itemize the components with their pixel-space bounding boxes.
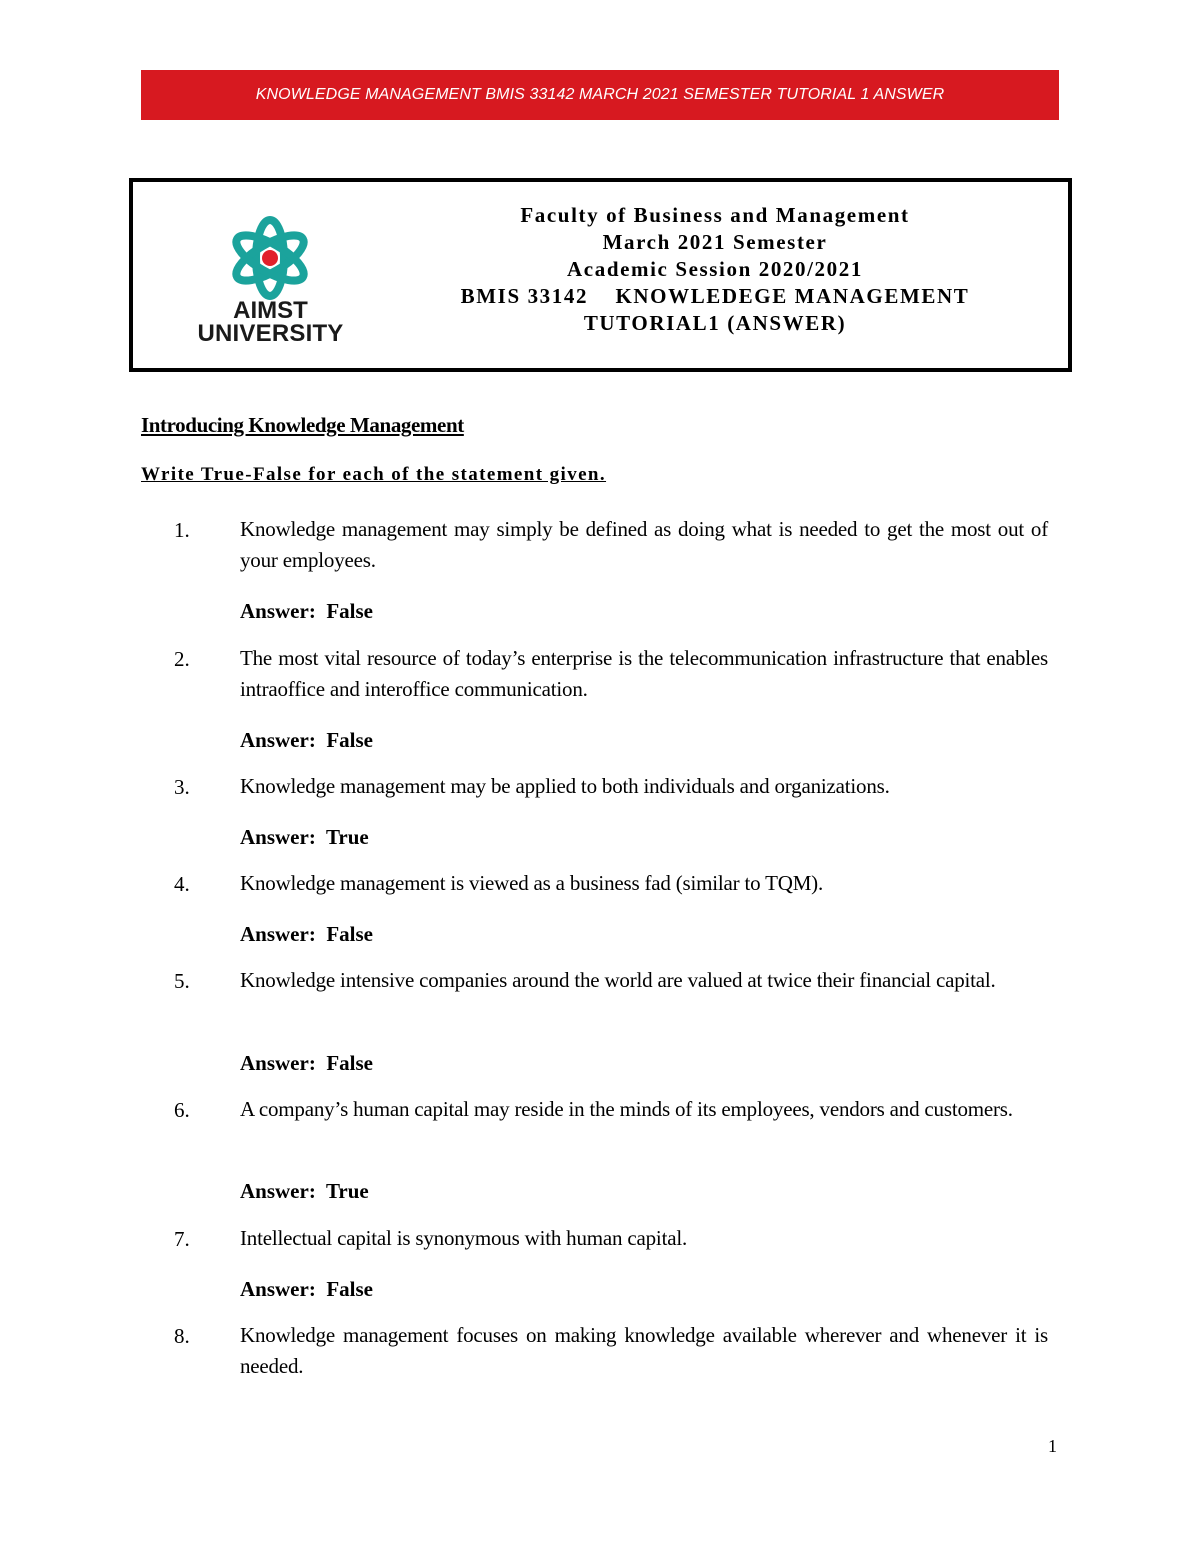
answer-text: Answer: False bbox=[240, 1051, 373, 1075]
question-text: Knowledge management focuses on making knowledge available wherever and whenever it is needed. bbox=[240, 1323, 1048, 1378]
answer-text: Answer: False bbox=[240, 922, 373, 946]
question-number: 5. bbox=[174, 969, 190, 993]
question-text: Knowledge management may be applied to both individuals and organizations. bbox=[240, 774, 890, 798]
answer-text: Answer: False bbox=[240, 599, 373, 623]
title-line-semester: March 2021 Semester bbox=[602, 230, 828, 254]
question-number: 1. bbox=[174, 518, 190, 542]
running-header-bar bbox=[141, 70, 1059, 120]
question-text: Knowledge management may simply be defined as doing what is needed to get the most out of your employees. bbox=[240, 517, 1048, 572]
answer-text: Answer: True bbox=[240, 1179, 369, 1203]
question-text: A company’s human capital may reside in the minds of its employees, vendors and customers. bbox=[240, 1097, 1013, 1121]
instruction-text: Write True-False for each of the statement given. bbox=[141, 464, 607, 485]
title-line-faculty: Faculty of Business and Management bbox=[520, 203, 910, 227]
question-number: 6. bbox=[174, 1098, 190, 1122]
page-number: 1 bbox=[1048, 1436, 1057, 1456]
section-heading: Introducing Knowledge Management bbox=[141, 413, 464, 437]
title-box bbox=[129, 178, 1072, 372]
title-block bbox=[395, 202, 1035, 337]
title-line-tutorial: TUTORIAL1 (ANSWER) bbox=[583, 311, 847, 335]
answer-text: Answer: False bbox=[240, 728, 373, 752]
atom-logo-icon bbox=[188, 210, 353, 300]
question-number: 7. bbox=[174, 1227, 190, 1251]
running-header-text: KNOWLEDGE MANAGEMENT BMIS 33142 MARCH 2021 SEMESTER TUTORIAL 1 ANSWER bbox=[255, 86, 945, 103]
university-logo bbox=[188, 210, 353, 350]
answer-text: Answer: False bbox=[240, 1277, 373, 1301]
question-number: 3. bbox=[174, 775, 190, 799]
question-text: Knowledge management is viewed as a business fad (similar to TQM). bbox=[240, 871, 824, 895]
title-line-session: Academic Session 2020/2021 bbox=[567, 257, 863, 281]
answer-text: Answer: True bbox=[240, 825, 369, 849]
question-number: 4. bbox=[174, 872, 190, 896]
question-text: The most vital resource of today’s enterprise is the telecommunication infrastructure that enables intraoffice and interoffice communication. bbox=[240, 646, 1048, 701]
question-text: Intellectual capital is synonymous with human capital. bbox=[240, 1226, 688, 1250]
question-text: Knowledge intensive companies around the world are valued at twice their financial capital. bbox=[240, 968, 996, 992]
question-number: 2. bbox=[174, 647, 190, 671]
logo-text-line2: UNIVERSITY bbox=[197, 320, 344, 347]
logo-text-line1: AIMST bbox=[233, 297, 308, 324]
title-line-course: BMIS 33142 KNOWLEDEGE MANAGEMENT bbox=[460, 284, 970, 308]
question-number: 8. bbox=[174, 1324, 190, 1348]
